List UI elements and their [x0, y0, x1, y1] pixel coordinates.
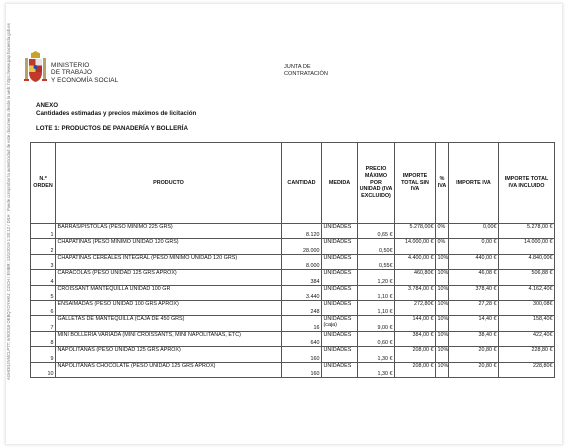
total-sin-iva-cell: 208,00 €	[395, 362, 436, 377]
document-subtitle: Cantidades estimadas y precios máximos de licitación	[36, 110, 197, 117]
total-con-iva-cell: 422,40€	[499, 331, 555, 346]
pct-iva-cell: 0%	[436, 239, 449, 254]
quantity-cell: 16	[282, 316, 322, 331]
ministry-name	[51, 62, 118, 84]
iva-amount-cell: 27,28 €	[449, 300, 499, 315]
product-cell: ENSAIMADAS (PESO UNIDAD 100 GRS APROX)	[56, 300, 282, 315]
measure-cell: UNIDADES	[322, 300, 358, 315]
measure-cell: UNIDADES	[322, 224, 358, 239]
row-number: 2	[31, 239, 56, 254]
iva-amount-cell: 0,00€	[449, 224, 499, 239]
total-sin-iva-cell: 384,00 €	[395, 331, 436, 346]
table-row	[31, 224, 555, 239]
product-cell: NAPOLITANAS (PESO UNIDAD 125 GRS APROX)	[56, 347, 282, 362]
ministry-line: Y ECONOMÍA SOCIAL	[51, 76, 119, 84]
total-sin-iva-cell: 14.000,00 €	[395, 239, 436, 254]
measure-cell: UNIDADES	[322, 254, 358, 269]
junta-contratacion	[284, 64, 328, 77]
product-cell: CHAPATINAS (PESO MÍNIMO UNIDAD 120 GRS)	[56, 239, 282, 254]
measure-cell: UNIDADES	[322, 285, 358, 300]
quantity-cell: 640	[282, 331, 322, 346]
quantity-cell: 8.120	[282, 224, 322, 239]
product-cell: NAPOLITANAS CHOCOLATE (PESO UNIDAD 125 GRS APROX)	[56, 362, 282, 377]
unit-price-cell: 1,30 €	[358, 347, 395, 362]
iva-amount-cell: 20,80 €	[449, 347, 499, 362]
pct-iva-cell: 10%	[436, 300, 449, 315]
header-precio: PRECIO MÁXIMO POR UNIDAD (IVA EXCLUIDO)	[358, 143, 395, 224]
header-cantidad: CANTIDAD	[282, 143, 322, 224]
iva-amount-cell: 38,40 €	[449, 331, 499, 346]
quantity-cell: 384	[282, 270, 322, 285]
total-con-iva-cell: 5.278,00 €	[499, 224, 555, 239]
total-sin-iva-cell: 208,00 €	[395, 347, 436, 362]
total-con-iva-cell: 300,08€	[499, 300, 555, 315]
table-header-row	[31, 143, 555, 224]
pct-iva-cell: 10%	[436, 270, 449, 285]
quantity-cell: 160	[282, 362, 322, 377]
header-importe-con-iva: IMPORTE TOTAL IVA INCLUIDO	[499, 143, 555, 224]
product-cell: CROISSANT MANTEQUILLA UNIDAD 100 GR	[56, 285, 282, 300]
product-cell: MINI BOLLERÍA VARIADA (MINI CROISSANTS, MINI NAPOLITANAS, ETC)	[56, 331, 282, 346]
table-row	[31, 239, 555, 254]
table-row	[31, 347, 555, 362]
pct-iva-cell: 0%	[436, 224, 449, 239]
total-con-iva-cell: 14.000,00 €	[499, 239, 555, 254]
quantity-cell: 160	[282, 347, 322, 362]
header-pct-iva: % IVA	[436, 143, 449, 224]
iva-amount-cell: 46,08 €	[449, 270, 499, 285]
total-sin-iva-cell: 4.400,00 €	[395, 254, 436, 269]
quantity-cell: 3.440	[282, 285, 322, 300]
unit-price-cell: 0,55€	[358, 254, 395, 269]
total-con-iva-cell: 4.162,40€	[499, 285, 555, 300]
anexo-heading: ANEXO	[36, 102, 59, 109]
total-sin-iva-cell: 5.278,00€	[395, 224, 436, 239]
total-con-iva-cell: 228,80 €	[499, 347, 555, 362]
ministry-line: MINISTERIO	[51, 62, 90, 69]
ministry-line: DE TRABAJO	[51, 69, 93, 77]
product-cell: CARACOLAS (PESO UNIDAD 125 GRS APROX)	[56, 270, 282, 285]
header-producto: PRODUCTO	[56, 143, 282, 224]
unit-price-cell: 1,20 €	[358, 270, 395, 285]
measure-cell: UNIDADES	[322, 362, 358, 377]
measure-cell: UNIDADES (caja)	[322, 316, 358, 331]
unit-price-cell: 0,50€	[358, 239, 395, 254]
pct-iva-cell: 10%	[436, 316, 449, 331]
total-sin-iva-cell: 272,80€	[395, 300, 436, 315]
table-row	[31, 285, 555, 300]
total-sin-iva-cell: 460,80€	[395, 270, 436, 285]
iva-amount-cell: 440,00 €	[449, 254, 499, 269]
measure-cell: UNIDADES	[322, 331, 358, 346]
pct-iva-cell: 10%	[436, 331, 449, 346]
pct-iva-cell: 10%	[436, 285, 449, 300]
total-sin-iva-cell: 3.784,00 €	[395, 285, 436, 300]
table-row	[31, 362, 555, 377]
row-number: 3	[31, 254, 56, 269]
header-medida: MEDIDA	[322, 143, 358, 224]
quantity-cell: 28.000	[282, 239, 322, 254]
junta-line: CONTRATACIÓN	[284, 70, 328, 77]
pct-iva-cell: 10%	[436, 254, 449, 269]
unit-price-cell: 1,30 €	[358, 362, 395, 377]
table-row	[31, 316, 555, 331]
unit-price-cell: 0,60 €	[358, 331, 395, 346]
total-con-iva-cell: 506,88 €	[499, 270, 555, 285]
product-cell: GALLETAS DE MANTEQUILLA (CAJA DE 450 GRS)	[56, 316, 282, 331]
row-number: 1	[31, 224, 56, 239]
row-number: 9	[31, 347, 56, 362]
unit-price-cell: 1,10 €	[358, 285, 395, 300]
unit-price-cell: 0,65 €	[358, 224, 395, 239]
table-row	[31, 254, 555, 269]
product-cell: CHAPATINAS CEREALES INTEGRAL (PESO MÍNIMO UNIDAD 120 GRS)	[56, 254, 282, 269]
header-importe-iva: IMPORTE IVA	[449, 143, 499, 224]
measure-cell: UNIDADES	[322, 239, 358, 254]
total-con-iva-cell: 228,80€	[499, 362, 555, 377]
unit-price-cell: 1,10 €	[358, 300, 395, 315]
header-importe-sin-iva: IMPORTE TOTAL SIN IVA	[395, 143, 436, 224]
total-con-iva-cell: 4.840,00€	[499, 254, 555, 269]
iva-amount-cell: 0,00 €	[449, 239, 499, 254]
row-number: 6	[31, 300, 56, 315]
total-con-iva-cell: 158,40€	[499, 316, 555, 331]
row-number: 4	[31, 270, 56, 285]
total-sin-iva-cell: 144,00 €	[395, 316, 436, 331]
iva-amount-cell: 14,40 €	[449, 316, 499, 331]
iva-amount-cell: 378,40 €	[449, 285, 499, 300]
verification-sidebar-text: AGHDGJNMCLPTT; 6/9/2019 OEBQYOYHKU; COCH / EMBR; 13/1/2019 1:3S:12 / DSH : Puede comprobar la autenticidad de este documento desde la web: https://www.pap.hacienda.gob.es	[6, 23, 11, 380]
measure-cell: UNIDADES	[322, 347, 358, 362]
row-number: 8	[31, 331, 56, 346]
row-number: 7	[31, 316, 56, 331]
header-orden: N.º ORDEN	[31, 143, 56, 224]
product-cell: BARRAS/PISTOLAS (PESO MÍNIMO 225 GRS)	[56, 224, 282, 239]
junta-line: JUNTA DE	[284, 64, 311, 70]
unit-price-cell: 9,00 €	[358, 316, 395, 331]
quantity-cell: 8.000	[282, 254, 322, 269]
row-number: 5	[31, 285, 56, 300]
pct-iva-cell: 10%	[436, 362, 449, 377]
pct-iva-cell: 10%	[436, 347, 449, 362]
lote-heading: LOTE 1: PRODUCTOS DE PANADERÍA Y BOLLERÍA	[36, 125, 188, 132]
quantity-cell: 248	[282, 300, 322, 315]
iva-amount-cell: 20,80 €	[449, 362, 499, 377]
table-row	[31, 331, 555, 346]
table-row	[31, 270, 555, 285]
measure-cell: UNIDADES	[322, 270, 358, 285]
coat-of-arms-logo	[22, 52, 49, 86]
row-number: 10	[31, 362, 56, 377]
table-row	[31, 300, 555, 315]
pricing-table	[30, 142, 555, 378]
